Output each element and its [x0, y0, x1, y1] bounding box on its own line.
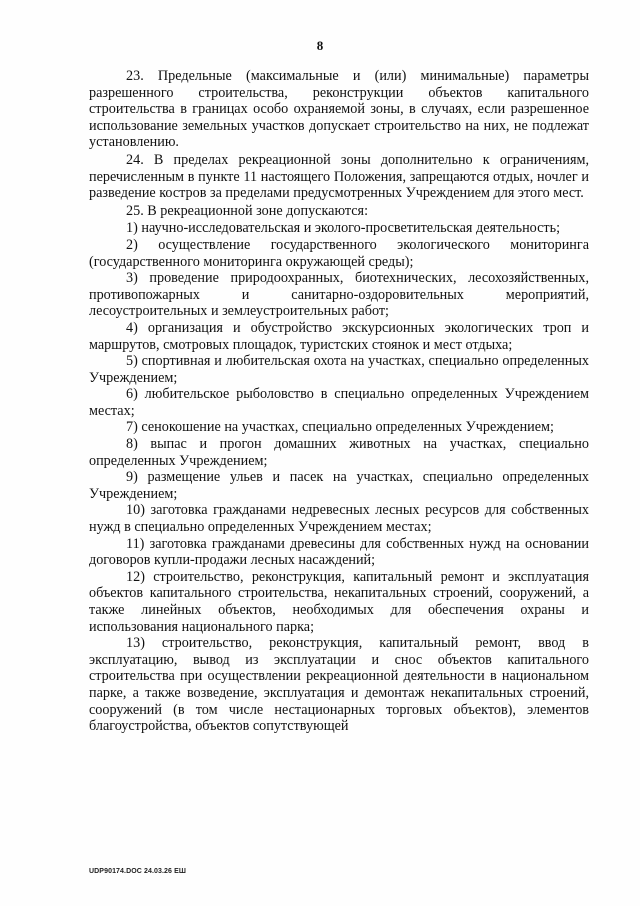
list-item: 7) сенокошение на участках, специально определенных Учреждением; — [126, 419, 554, 436]
paragraph-23: 23. Предельные (максимальные и (или) минимальные) параметры разрешенного строительства, реконструкции объектов капитального строительства в границах особо охраняемой зоны, в случаях, если разрешенное использование земельных участков допускает строительство на них, не подлежат установлению. — [89, 68, 589, 151]
list-item: 13) строительство, реконструкция, капитальный ремонт, ввод в эксплуатацию, вывод из эксплуатации и снос объектов капитального строительства при осуществлении рекреационной деятельности в национальном парке, а также возведение, эксплуатация и демонтаж некапитальных строений, сооружений (в том числе нестационарных торговых объектов), элементов благоустройства, объектов сопутствующей — [89, 635, 589, 735]
list-item: 11) заготовка гражданами древесины для собственных нужд на основании договоров купли-продажи лесных насаждений; — [89, 535, 589, 569]
list-item: 5) спортивная и любительская охота на участках, специально определенных Учреждением; — [89, 353, 589, 386]
paragraph-24: 24. В пределах рекреационной зоны дополнительно к ограничениям, перечисленным в пункте 11 настоящего Положения, запрещаются отдых, ночлег и разведение костров за пределами предусмотренных Учреждением для этого мест. — [89, 151, 589, 202]
document-footer-code: UDP90174.DOC 24.03.26 ЕШ — [89, 868, 186, 875]
list-item: 2) осуществление государственного экологического мониторинга (государственного мониторинга окружающей среды); — [89, 236, 589, 270]
list-item: 12) строительство, реконструкция, капитальный ремонт и эксплуатация объектов капитального строительства, некапитальных строений, сооружений, а также линейных объектов, необходимых для обеспечения охраны и использования национального парка; — [89, 568, 589, 635]
list-item: 6) любительское рыболовство в специально определенных Учреждением местах; — [89, 386, 589, 419]
list-item: 8) выпас и прогон домашних животных на участках, специально определенных Учреждением; — [89, 436, 589, 469]
list-item: 4) организация и обустройство экскурсионных экологических троп и маршрутов, смотровых площадок, туристских стоянок и мест отдыха; — [89, 319, 589, 353]
list-item: 3) проведение природоохранных, биотехнических, лесохозяйственных, противопожарных и санитарно-оздоровительных мероприятий, лесоустроительных и землеустроительных работ; — [89, 270, 589, 320]
list-item: 9) размещение ульев и пасек на участках, специально определенных Учреждением; — [89, 469, 589, 502]
list-item: 1) научно-исследовательская и эколого-просветительская деятельность; — [126, 220, 561, 237]
page-number: 8 — [316, 38, 324, 53]
list-item: 10) заготовка гражданами недревесных лесных ресурсов для собственных нужд в специально определенных Учреждением местах; — [89, 502, 589, 536]
document-body — [89, 68, 589, 735]
paragraph-25: 25. В рекреационной зоне допускаются: — [126, 202, 369, 219]
